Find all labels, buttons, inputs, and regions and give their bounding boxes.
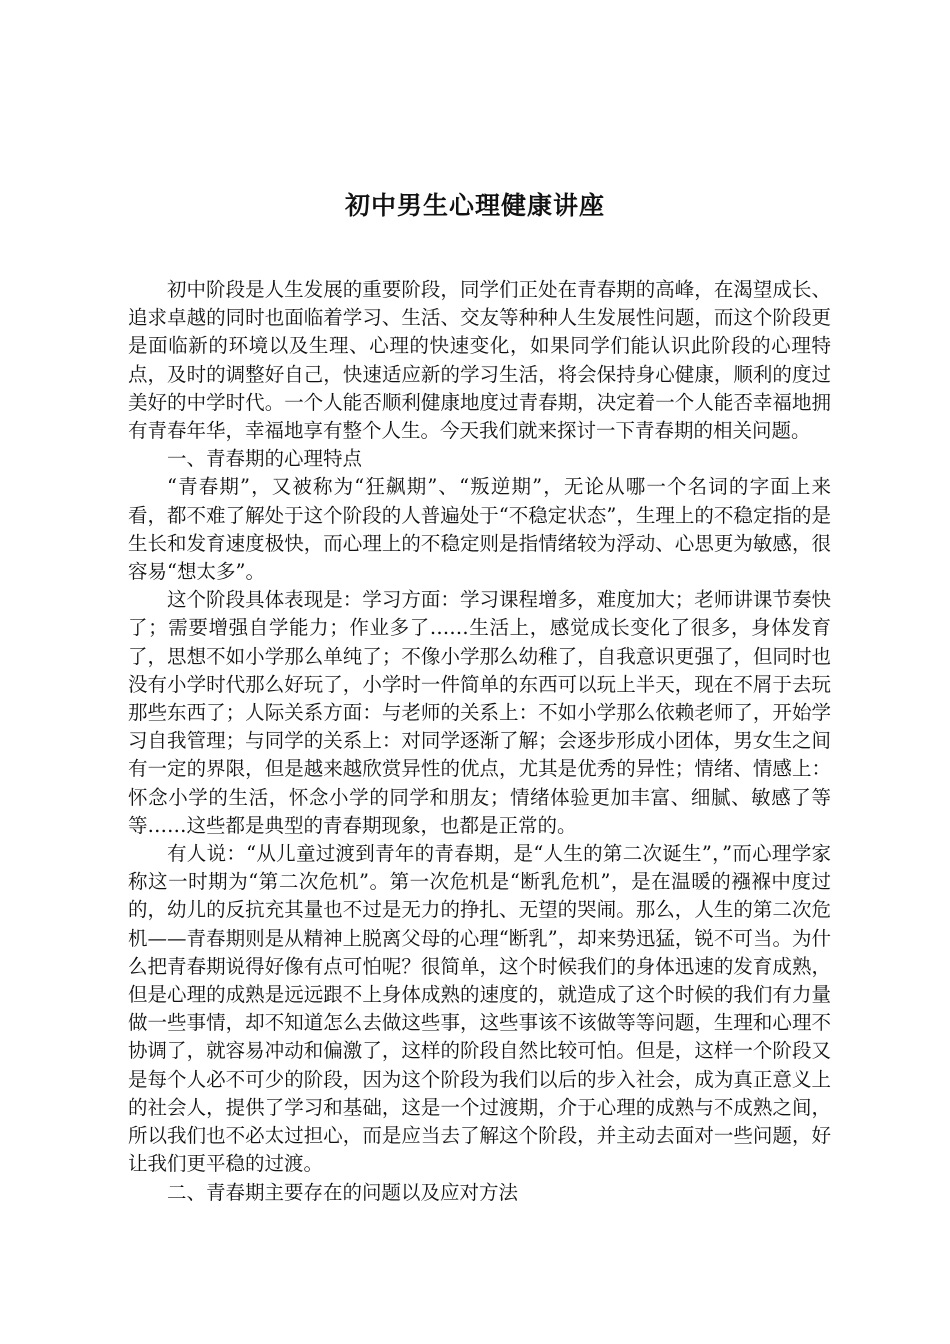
intro-paragraph: 初中阶段是人生发展的重要阶段，同学们正处在青春期的高峰，在渴望成长、追求卓越的同时也面临着学习、生活、交友等种种人生发展性问题，而这个阶段更是面临新的环境以及生理、心理的快速变化，如果同学们能认识此阶段的心理特点，及时的调整好自己，快速适应新的学习生活，将会保持身心健康，顺利的度过美好的中学时代。一个人能否顺利健康地度过青春期，决定着一个人能否幸福地拥有青春年华，幸福地享有整个人生。今天我们就来探讨一下青春期的相关问题。 [128, 278, 831, 443]
body-paragraph: 有人说：“从儿童过渡到青年的青春期，是“人生的第二次诞生”，”而心理学家称这一时期为“第二次危机”。第一次危机是“断乳危机”，是在温暖的襁褓中度过的，幼儿的反抗充其量也不过是无力的挣扎、无望的哭闹。那么，人生的第二次危机——青春期则是从精神上脱离父母的心理“断乳”，却来势迅猛，锐不可当。为什么把青春期说得好像有点可怕呢？很简单，这个时候我们的身体迅速的发育成熟，但是心理的成熟是远远跟不上身体成熟的速度的，就造成了这个时候的我们有力量做一些事情，却不知道怎么去做这些事，这些事该不该做等等问题，生理和心理不协调了，就容易冲动和偏激了，这样的阶段自然比较可怕。但是，这样一个阶段又是每个人必不可少的阶段，因为这个阶段为我们以后的步入社会，成为真正意义上的社会人，提供了学习和基础，这是一个过渡期，介于心理的成熟与不成熟之间，所以我们也不必太过担心，而是应当去了解这个阶段，并主动去面对一些问题，好让我们更平稳的过渡。 [128, 842, 831, 1176]
section-heading-1: 一、青春期的心理特点 [167, 447, 363, 471]
body-paragraph: “青春期”，又被称为“狂飙期”、“叛逆期”，无论从哪一个名词的字面上来看，都不难了解处于这个阶段的人普遍处于“不稳定状态”，生理上的不稳定指的是生长和发育速度极快，而心理上的不稳定则是指情绪较为浮动、心思更为敏感，很容易“想太多”。 [128, 475, 831, 584]
document-body [128, 276, 831, 1207]
document-title: 初中男生心理健康讲座 [344, 191, 605, 220]
section-heading-2: 二、青春期主要存在的问题以及应对方法 [167, 1180, 519, 1204]
body-paragraph: 这个阶段具体表现是：学习方面：学习课程增多，难度加大；老师讲课节奏快了；需要增强自学能力；作业多了……生活上，感觉成长变化了很多，身体发育了，思想不如小学那么单纯了；不像小学那么幼稚了，自我意识更强了，但同时也没有小学时代那么好玩了，小学时一件简单的东西可以玩上半天，现在不屑于去玩那些东西了；人际关系方面：与老师的关系上：不如小学那么依赖老师了，开始学习自我管理；与同学的关系上：对同学逐渐了解；会逐步形成小团体，男女生之间有一定的界限，但是越来越欣赏异性的优点，尤其是优秀的异性；情绪、情感上：怀念小学的生活，怀念小学的同学和朋友；情绪体验更加丰富、细腻、敏感了等等……这些都是典型的青春期现象，也都是正常的。 [128, 588, 831, 837]
